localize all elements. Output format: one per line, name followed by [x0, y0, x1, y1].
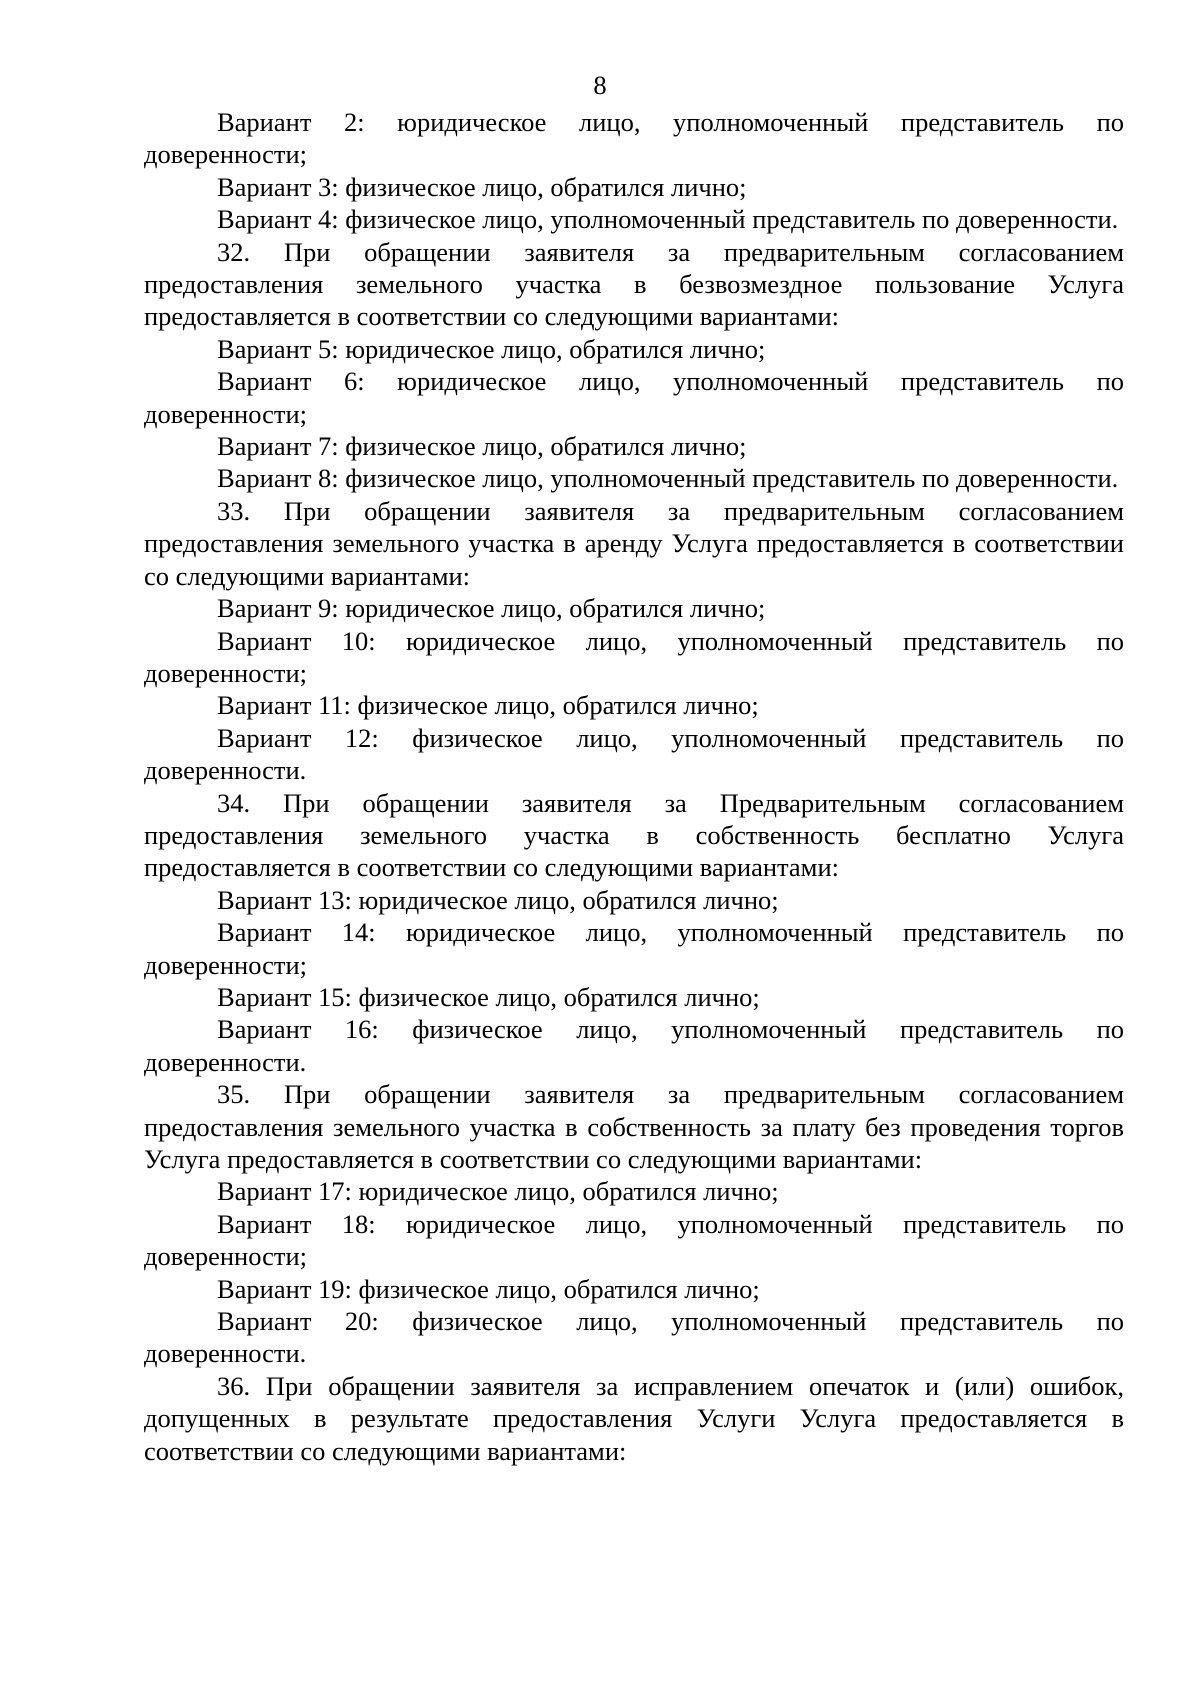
paragraph: Вариант 16: физическое лицо, уполномоченный представитель по доверенности.: [144, 1014, 1124, 1077]
paragraph: Вариант 6: юридическое лицо, уполномоченный представитель по доверенности;: [144, 366, 1124, 429]
paragraph: Вариант 14: юридическое лицо, уполномоченный представитель по доверенности;: [144, 917, 1124, 980]
paragraph: Вариант 7: физическое лицо, обратился лично;: [217, 431, 747, 462]
paragraph: 34. При обращении заявителя за Предварительным согласованием предоставления земельного участка в собственность бесплатно Услуга предоставляется в соответствии со следующими вариантами:: [144, 787, 1124, 883]
page-number: 8: [593, 70, 607, 100]
paragraph: 36. При обращении заявителя за исправлением опечаток и (или) ошибок, допущенных в результате предоставления Услуги Услуга предоставляется в соответствии со следующими вариантами:: [144, 1370, 1124, 1466]
paragraph: Вариант 12: физическое лицо, уполномоченный представитель по доверенности.: [144, 722, 1124, 786]
paragraph: Вариант 13: юридическое лицо, обратился лично;: [217, 884, 779, 915]
paragraph: Вариант 9: юридическое лицо, обратился лично;: [217, 593, 766, 624]
paragraph: 33. При обращении заявителя за предварительным согласованием предоставления земельного участка в аренду Услуга предоставляется в соответствии со следующими вариантами:: [144, 495, 1124, 591]
paragraph: Вариант 15: физическое лицо, обратился лично;: [217, 981, 760, 1012]
paragraph: Вариант 19: физическое лицо, обратился лично;: [217, 1273, 760, 1304]
paragraph: Вариант 2: юридическое лицо, уполномоченный представитель по доверенности;: [144, 107, 1124, 170]
paragraph: Вариант 11: физическое лицо, обратился лично;: [217, 690, 759, 721]
paragraph: Вариант 20: физическое лицо, уполномоченный представитель по доверенности.: [144, 1306, 1124, 1369]
paragraph: Вариант 17: юридическое лицо, обратился лично;: [217, 1176, 779, 1207]
paragraph: 35. При обращении заявителя за предварительным согласованием предоставления земельного участка в собственность за плату без проведения торгов Услуга предоставляется в соответствии со следующими вариантами:: [144, 1079, 1124, 1174]
paragraph: Вариант 8: физическое лицо, уполномоченный представитель по доверенности.: [217, 463, 1119, 494]
paragraph: Вариант 4: физическое лицо, уполномоченный представитель по доверенности.: [217, 204, 1119, 235]
paragraph: Вариант 18: юридическое лицо, уполномоченный представитель по доверенности;: [144, 1208, 1124, 1272]
paragraph: Вариант 10: юридическое лицо, уполномоченный представитель по доверенности;: [144, 625, 1124, 688]
document-body: [144, 106, 1124, 1467]
paragraph: Вариант 3: физическое лицо, обратился лично;: [217, 171, 747, 202]
paragraph: Вариант 5: юридическое лицо, обратился лично;: [217, 333, 766, 364]
paragraph: 32. При обращении заявителя за предварительным согласованием предоставления земельного участка в безвозмездное пользование Услуга предоставляется в соответствии со следующими вариантами:: [144, 236, 1124, 332]
